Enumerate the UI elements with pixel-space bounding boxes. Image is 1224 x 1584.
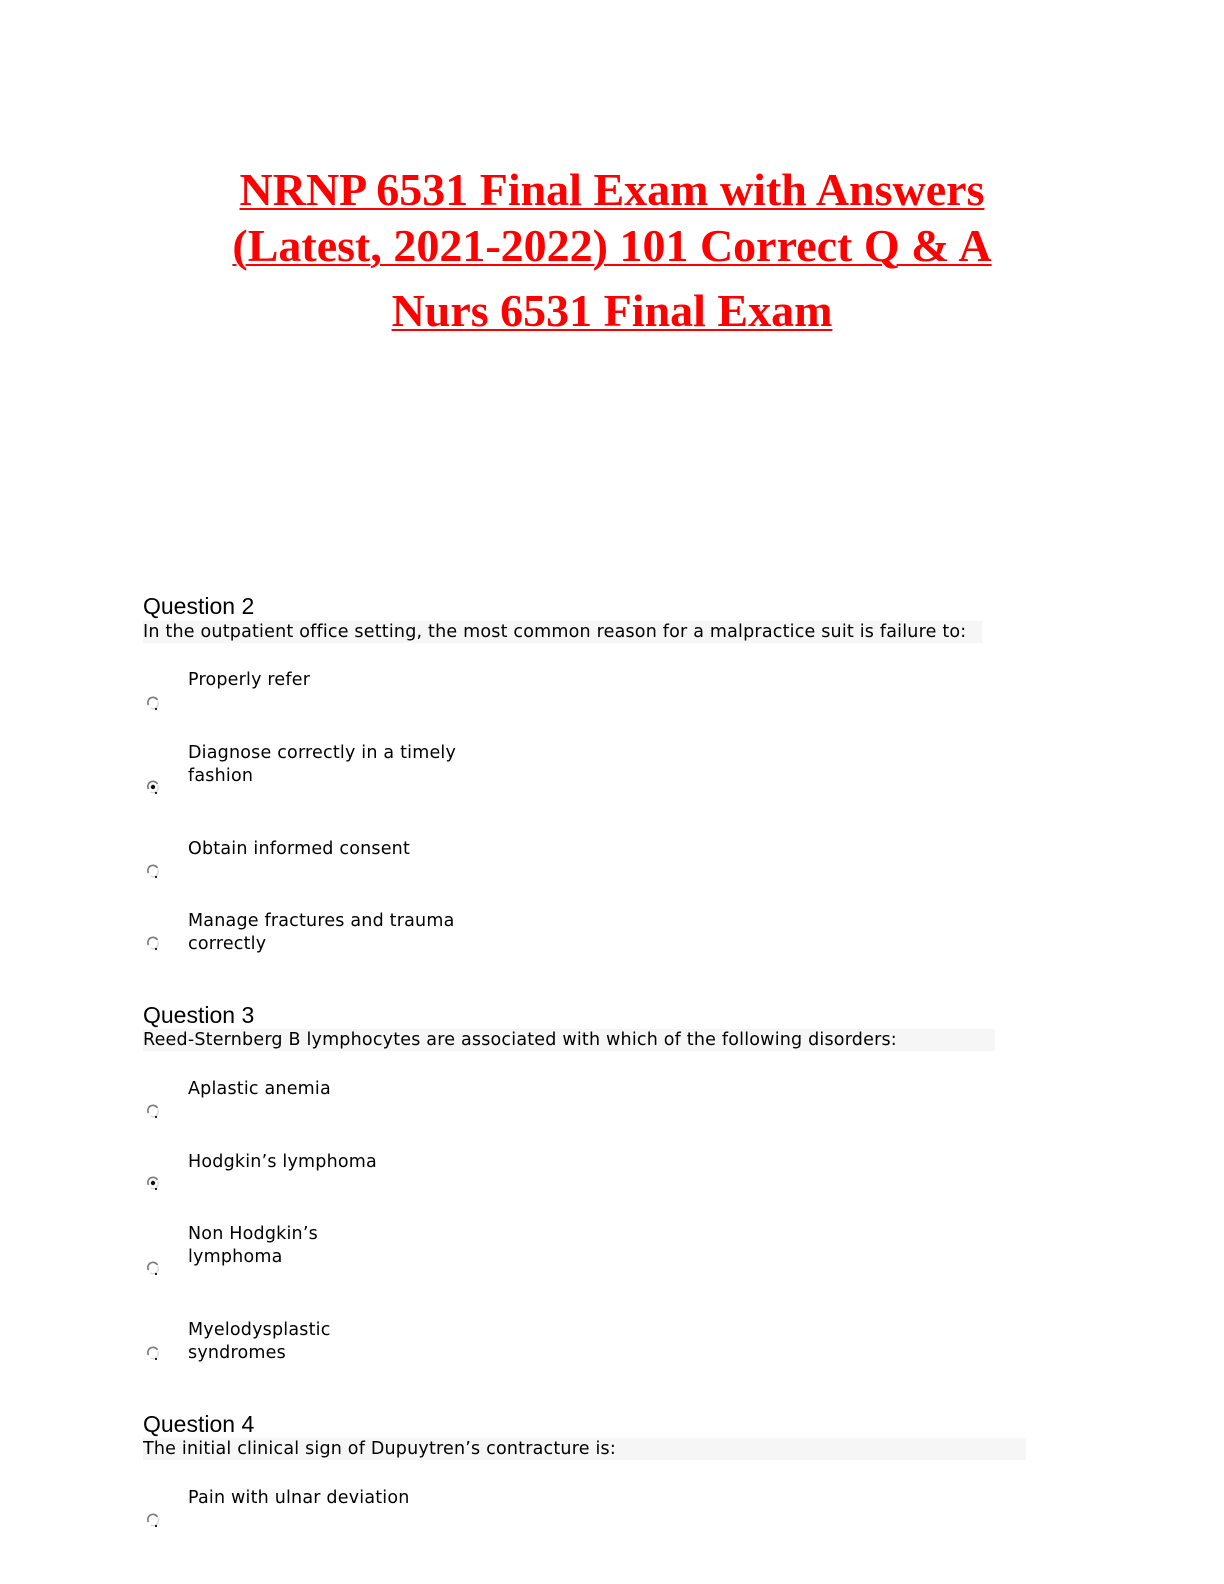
radio-unselected-icon[interactable] bbox=[146, 864, 160, 878]
question-heading: Question 4 bbox=[143, 1411, 255, 1437]
option-label: Myelodysplastic syndromes bbox=[188, 1320, 331, 1363]
document-title-line-3: Nurs 6531 Final Exam bbox=[391, 285, 833, 336]
option-label: Non Hodgkin’s lymphoma bbox=[188, 1224, 318, 1267]
document-title-line-2: (Latest, 2021-2022) 101 Correct Q & A bbox=[232, 220, 992, 271]
option-label: Aplastic anemia bbox=[188, 1079, 331, 1099]
radio-unselected-icon[interactable] bbox=[146, 696, 160, 710]
radio-unselected-icon[interactable] bbox=[146, 1346, 160, 1360]
option-label: Hodgkin’s lymphoma bbox=[188, 1152, 377, 1172]
option-label: Pain with ulnar deviation bbox=[188, 1488, 410, 1508]
question-prompt: Reed-Sternberg B lymphocytes are associated with which of the following disorders: bbox=[143, 1029, 995, 1051]
question-prompt: In the outpatient office setting, the most common reason for a malpractice suit is failure to: bbox=[143, 621, 982, 643]
radio-unselected-icon[interactable] bbox=[146, 1104, 160, 1118]
question-heading: Question 3 bbox=[143, 1002, 255, 1028]
radio-unselected-icon[interactable] bbox=[146, 1261, 160, 1275]
option-label: Obtain informed consent bbox=[188, 839, 411, 859]
question-prompt: The initial clinical sign of Dupuytren’s contracture is: bbox=[143, 1438, 1026, 1460]
option-label: Manage fractures and trauma correctly bbox=[188, 911, 455, 954]
document-title-line-1: NRNP 6531 Final Exam with Answers bbox=[239, 164, 985, 215]
radio-selected-icon[interactable] bbox=[146, 780, 160, 794]
option-label: Diagnose correctly in a timely fashion bbox=[188, 743, 457, 786]
radio-unselected-icon[interactable] bbox=[146, 1513, 160, 1527]
radio-unselected-icon[interactable] bbox=[146, 936, 160, 950]
question-heading: Question 2 bbox=[143, 593, 255, 619]
radio-selected-icon[interactable] bbox=[146, 1176, 160, 1190]
option-label: Properly refer bbox=[188, 670, 311, 690]
